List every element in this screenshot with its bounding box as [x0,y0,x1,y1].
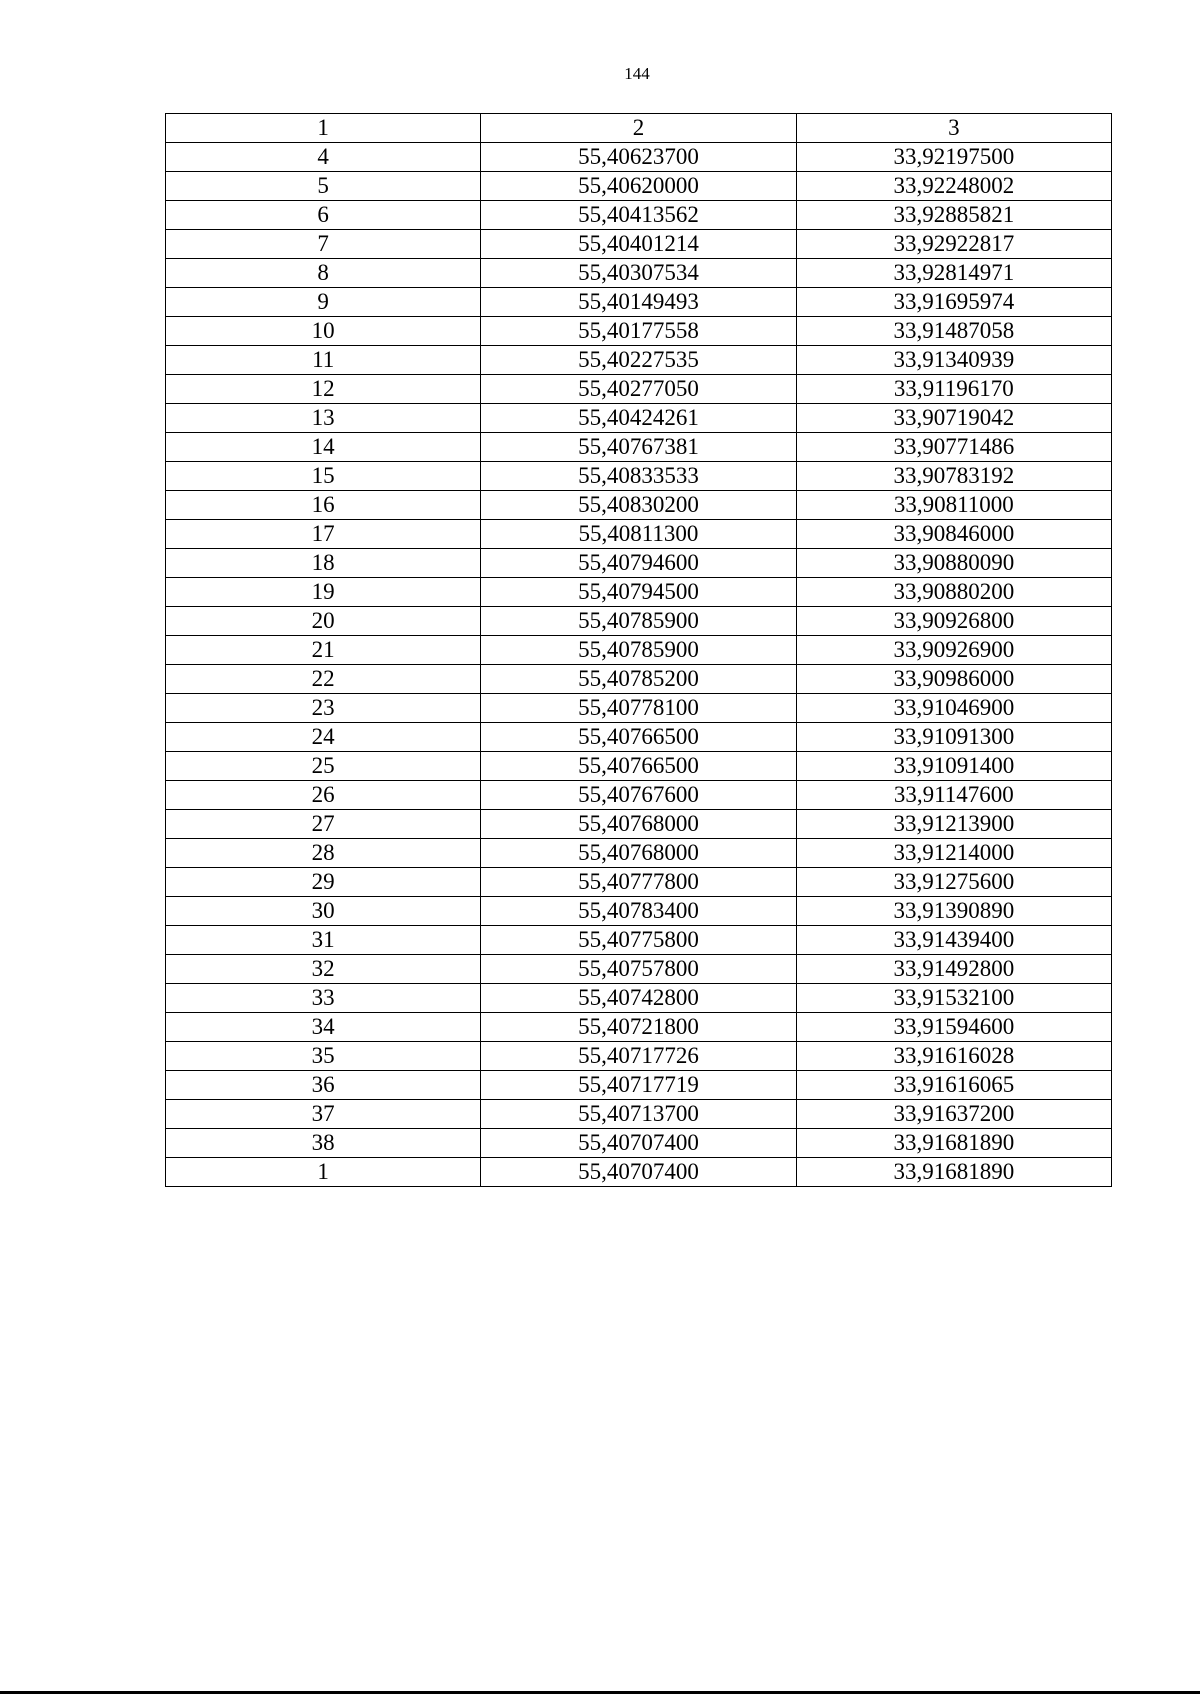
coordinate-y-cell: 33,91091300 [796,723,1111,752]
table-row [166,1129,1112,1158]
table-row [166,984,1112,1013]
coordinate-y-cell: 33,91616028 [796,1042,1111,1071]
table-row [166,317,1112,346]
table-row [166,1158,1112,1187]
table-row [166,462,1112,491]
coordinate-x-cell: 55,40783400 [481,897,796,926]
coordinate-x-cell: 55,40757800 [481,955,796,984]
coordinate-x-cell: 55,40413562 [481,201,796,230]
table-row [166,694,1112,723]
point-number-cell: 26 [166,781,481,810]
coordinate-x-cell: 55,40794600 [481,549,796,578]
coordinate-y-cell: 33,91637200 [796,1100,1111,1129]
point-number-cell: 13 [166,404,481,433]
coordinate-x-cell: 55,40777800 [481,868,796,897]
point-number-cell: 23 [166,694,481,723]
point-number-cell: 4 [166,143,481,172]
coordinate-y-cell: 33,91532100 [796,984,1111,1013]
coordinate-x-cell: 55,40227535 [481,346,796,375]
coordinate-x-cell: 55,40833533 [481,462,796,491]
coordinate-y-cell: 33,90986000 [796,665,1111,694]
coordinate-x-cell: 55,40277050 [481,375,796,404]
coordinate-x-cell: 55,40778100 [481,694,796,723]
table-row [166,259,1112,288]
table-row [166,578,1112,607]
coordinate-x-cell: 55,40767600 [481,781,796,810]
table-body [166,114,1112,1187]
table-header-row [166,114,1112,143]
coordinate-y-cell: 33,90719042 [796,404,1111,433]
coordinate-y-cell: 33,91616065 [796,1071,1111,1100]
coordinate-x-cell: 55,40424261 [481,404,796,433]
coordinate-x-cell: 55,40766500 [481,723,796,752]
coordinate-x-cell: 55,40785900 [481,636,796,665]
coordinate-y-cell: 33,90811000 [796,491,1111,520]
coordinate-x-cell: 55,40707400 [481,1129,796,1158]
point-number-cell: 17 [166,520,481,549]
page-number: 144 [624,64,650,83]
coordinate-x-cell: 55,40707400 [481,1158,796,1187]
point-number-cell: 1 [166,1158,481,1187]
coordinates-table [165,113,1112,1187]
point-number-cell: 30 [166,897,481,926]
bottom-rule [0,1691,1200,1694]
table-row [166,404,1112,433]
coordinate-y-cell: 33,91487058 [796,317,1111,346]
coordinate-x-cell: 55,40768000 [481,839,796,868]
table-row [166,1042,1112,1071]
table-row [166,1071,1112,1100]
coordinate-x-cell: 55,40775800 [481,926,796,955]
coordinate-y-cell: 33,90880090 [796,549,1111,578]
point-number-cell: 25 [166,752,481,781]
table-row [166,201,1112,230]
point-number-cell: 24 [166,723,481,752]
point-number-cell: 15 [166,462,481,491]
table-row [166,926,1112,955]
coordinate-x-cell: 55,40767381 [481,433,796,462]
point-number-cell: 37 [166,1100,481,1129]
coordinate-x-cell: 55,40149493 [481,288,796,317]
point-number-cell: 20 [166,607,481,636]
point-number-cell: 6 [166,201,481,230]
coordinate-x-cell: 55,40768000 [481,810,796,839]
header-cell-1: 1 [166,114,481,143]
coordinate-y-cell: 33,92814971 [796,259,1111,288]
point-number-cell: 33 [166,984,481,1013]
point-number-cell: 34 [166,1013,481,1042]
coordinate-y-cell: 33,91390890 [796,897,1111,926]
point-number-cell: 28 [166,839,481,868]
coordinate-x-cell: 55,40742800 [481,984,796,1013]
table-row [166,520,1112,549]
header-cell-3: 3 [796,114,1111,143]
coordinate-y-cell: 33,91147600 [796,781,1111,810]
table-row [166,752,1112,781]
table-row [166,433,1112,462]
point-number-cell: 14 [166,433,481,462]
point-number-cell: 27 [166,810,481,839]
coordinate-x-cell: 55,40785900 [481,607,796,636]
coordinate-y-cell: 33,91275600 [796,868,1111,897]
table-row [166,955,1112,984]
coordinate-y-cell: 33,91046900 [796,694,1111,723]
coordinate-y-cell: 33,90771486 [796,433,1111,462]
point-number-cell: 9 [166,288,481,317]
coordinate-y-cell: 33,90926800 [796,607,1111,636]
table-row [166,143,1112,172]
point-number-cell: 35 [166,1042,481,1071]
coordinate-x-cell: 55,40785200 [481,665,796,694]
table-row [166,1100,1112,1129]
coordinate-y-cell: 33,91340939 [796,346,1111,375]
table-row [166,1013,1112,1042]
coordinate-y-cell: 33,90880200 [796,578,1111,607]
coordinate-y-cell: 33,91091400 [796,752,1111,781]
coordinate-y-cell: 33,91196170 [796,375,1111,404]
table-row [166,897,1112,926]
point-number-cell: 21 [166,636,481,665]
table-row [166,810,1112,839]
coordinate-x-cell: 55,40620000 [481,172,796,201]
coordinate-y-cell: 33,92922817 [796,230,1111,259]
point-number-cell: 19 [166,578,481,607]
coordinate-x-cell: 55,40721800 [481,1013,796,1042]
coordinate-x-cell: 55,40794500 [481,578,796,607]
coordinate-y-cell: 33,91492800 [796,955,1111,984]
point-number-cell: 7 [166,230,481,259]
coordinate-y-cell: 33,92885821 [796,201,1111,230]
point-number-cell: 31 [166,926,481,955]
table-row [166,346,1112,375]
coordinate-y-cell: 33,90926900 [796,636,1111,665]
table-row [166,172,1112,201]
coordinate-y-cell: 33,92248002 [796,172,1111,201]
coordinate-x-cell: 55,40717719 [481,1071,796,1100]
coordinate-x-cell: 55,40830200 [481,491,796,520]
coordinate-y-cell: 33,91439400 [796,926,1111,955]
coordinate-y-cell: 33,91213900 [796,810,1111,839]
point-number-cell: 12 [166,375,481,404]
point-number-cell: 22 [166,665,481,694]
point-number-cell: 29 [166,868,481,897]
point-number-cell: 5 [166,172,481,201]
coordinate-x-cell: 55,40717726 [481,1042,796,1071]
point-number-cell: 18 [166,549,481,578]
point-number-cell: 36 [166,1071,481,1100]
point-number-cell: 38 [166,1129,481,1158]
coordinate-x-cell: 55,40307534 [481,259,796,288]
table-row [166,549,1112,578]
coordinate-y-cell: 33,90846000 [796,520,1111,549]
coordinate-y-cell: 33,90783192 [796,462,1111,491]
coordinate-x-cell: 55,40623700 [481,143,796,172]
coordinate-y-cell: 33,91681890 [796,1129,1111,1158]
table-row [166,868,1112,897]
point-number-cell: 10 [166,317,481,346]
coordinate-y-cell: 33,91214000 [796,839,1111,868]
coordinate-y-cell: 33,91695974 [796,288,1111,317]
point-number-cell: 32 [166,955,481,984]
table-row [166,607,1112,636]
table-row [166,839,1112,868]
table-row [166,781,1112,810]
table-row [166,665,1112,694]
table-row [166,723,1112,752]
coordinate-y-cell: 33,91594600 [796,1013,1111,1042]
coordinate-x-cell: 55,40401214 [481,230,796,259]
coordinate-y-cell: 33,91681890 [796,1158,1111,1187]
table-row [166,375,1112,404]
coordinate-x-cell: 55,40766500 [481,752,796,781]
coordinate-x-cell: 55,40811300 [481,520,796,549]
table-row [166,230,1112,259]
point-number-cell: 11 [166,346,481,375]
coordinate-x-cell: 55,40177558 [481,317,796,346]
header-cell-2: 2 [481,114,796,143]
table-row [166,491,1112,520]
coordinate-y-cell: 33,92197500 [796,143,1111,172]
table-row [166,288,1112,317]
table-row [166,636,1112,665]
coordinate-x-cell: 55,40713700 [481,1100,796,1129]
point-number-cell: 8 [166,259,481,288]
point-number-cell: 16 [166,491,481,520]
